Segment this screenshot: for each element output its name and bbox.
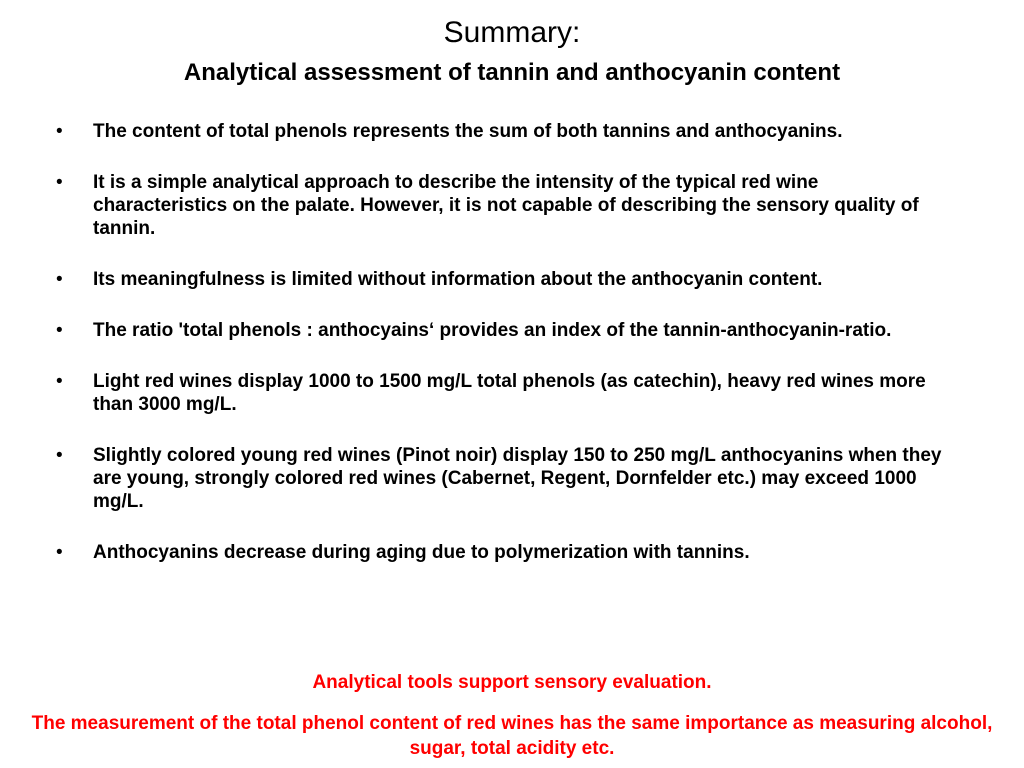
bullet-text: Its meaningfulness is limited without information about the anthocyanin content. (93, 269, 823, 290)
bullet-item (0, 120, 1024, 143)
bullet-text: Light red wines display 1000 to 1500 mg/L total phenols (as catechin), heavy red wines more than 3000 mg/L. (93, 371, 926, 415)
slide-title: Summary: (443, 16, 581, 49)
bullet-icon: • (56, 320, 63, 341)
bullet-icon: • (56, 542, 63, 563)
bullet-icon: • (56, 172, 63, 193)
bullet-item (0, 444, 1024, 513)
bullet-icon: • (56, 371, 63, 392)
bullet-icon: • (56, 121, 63, 142)
bullet-item (0, 319, 1024, 342)
bullet-icon: • (56, 445, 63, 466)
bullet-item (0, 268, 1024, 291)
conclusion-note: Analytical tools support sensory evaluation. (312, 672, 712, 693)
bullet-list (0, 120, 1024, 592)
bullet-item (0, 370, 1024, 416)
bullet-text: Slightly colored young red wines (Pinot noir) display 150 to 250 mg/L anthocyanins when they are young, strongly colored red wines (Cabernet, Regent, Dornfelder etc.) may exceed 1000 mg/L. (93, 445, 942, 512)
bullet-text: The content of total phenols represents the sum of both tannins and anthocyanins. (93, 121, 843, 142)
bullet-text: The ratio 'total phenols : anthocyains‘ provides an index of the tannin-anthocyanin-ratio. (93, 320, 892, 341)
bullet-item (0, 171, 1024, 240)
bullet-text: It is a simple analytical approach to describe the intensity of the typical red wine characteristics on the palate. However, it is not capable of describing the sensory quality of tannin. (93, 172, 919, 239)
bullet-text: Anthocyanins decrease during aging due to polymerization with tannins. (93, 542, 750, 563)
bullet-item (0, 541, 1024, 564)
importance-note: The measurement of the total phenol content of red wines has the same importance as measuring alcohol, sugar, total acidity etc. (31, 713, 993, 759)
slide-subtitle: Analytical assessment of tannin and anthocyanin content (183, 59, 841, 86)
bullet-icon: • (56, 269, 63, 290)
